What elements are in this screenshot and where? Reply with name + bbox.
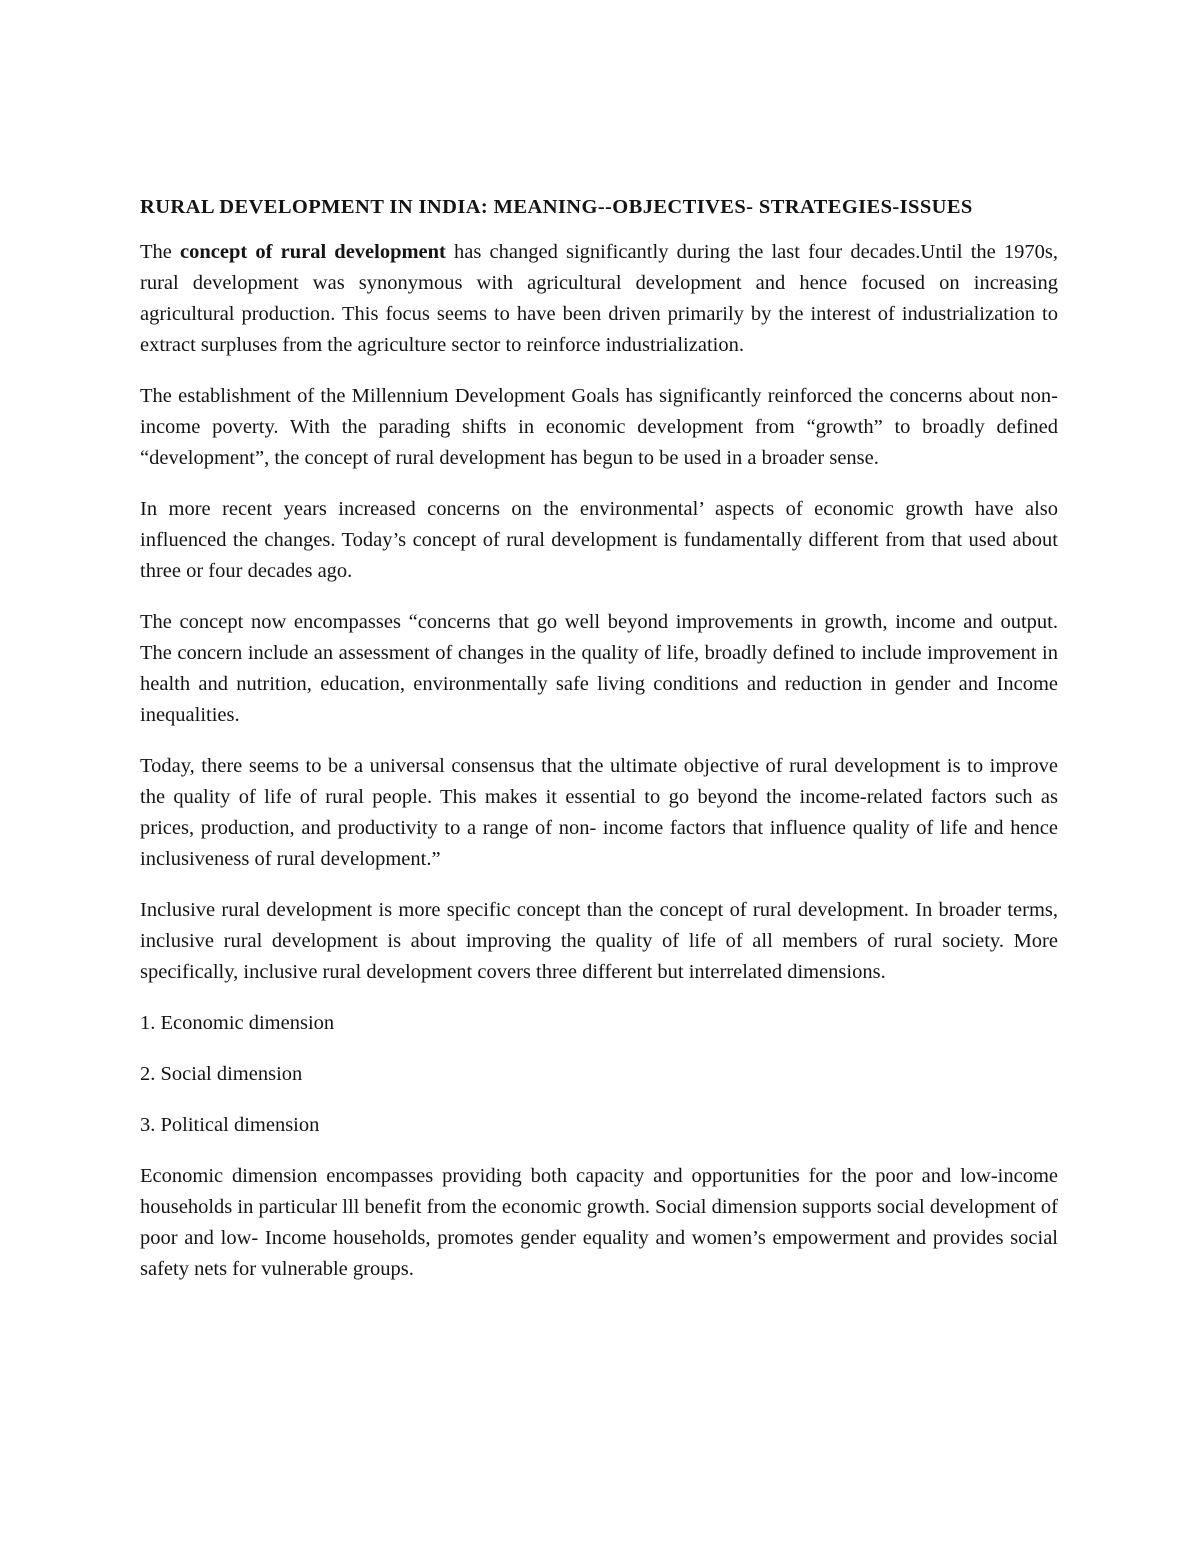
list-item-political: 3. Political dimension: [140, 1114, 320, 1136]
paragraph-inclusive: Inclusive rural development is more specific concept than the concept of rural development. In broader terms, inclusive rural development is about improving the quality of life of all members of rural society. More specifically, inclusive rural development covers three different but interrelated dimensions.: [140, 899, 1058, 983]
list-item-social: 2. Social dimension: [140, 1063, 303, 1085]
paragraph-mdg: The establishment of the Millennium Development Goals has significantly reinforced the concerns about non-income poverty. With the parading shifts in economic development from “growth” to broadly defined “development”, the concept of rural development has begun to be used in a broader sense.: [140, 385, 1058, 469]
document-title: RURAL DEVELOPMENT IN INDIA: MEANING--OBJECTIVES- STRATEGIES-ISSUES: [140, 196, 973, 218]
paragraph-concept-now: The concept now encompasses “concerns that go well beyond improvements in growth, income and output. The concern include an assessment of changes in the quality of life, broadly defined to include improvement in health and nutrition, education, environmentally safe living conditions and reduction in gender and Income inequalities.: [140, 611, 1058, 726]
paragraph-environment: In more recent years increased concerns on the environmental’ aspects of economic growth have also influenced the changes. Today’s concept of rural development is fundamentally different from that used about three or four decades ago.: [140, 498, 1058, 582]
document-page: [140, 192, 1058, 1305]
intro-paragraph: [140, 237, 1058, 361]
paragraph-consensus: Today, there seems to be a universal consensus that the ultimate objective of rural development is to improve the quality of life of rural people. This makes it essential to go beyond the income-related factors such as prices, production, and productivity to a range of non- income factors that influence quality of life and hence inclusiveness of rural development.”: [140, 755, 1058, 870]
paragraph-closing: Economic dimension encompasses providing both capacity and opportunities for the poor and low-income households in particular lll benefit from the economic growth. Social dimension supports social development of poor and low- Income households, promotes gender equality and women’s empowerment and provides social safety nets for vulnerable groups.: [140, 1165, 1058, 1280]
intro-bold-term: concept of rural development: [180, 241, 446, 263]
intro-lead: The: [140, 241, 181, 263]
intro-rest: has changed significantly during the last four decades.Until the 1970s, rural development was synonymous with agricultural development and hence focused on increasing agricultural production. This focus seems to have been driven primarily by the interest of industrialization to extract surpluses from the agriculture sector to reinforce industrialization.: [140, 241, 1058, 356]
list-item-economic: 1. Economic dimension: [140, 1012, 335, 1034]
